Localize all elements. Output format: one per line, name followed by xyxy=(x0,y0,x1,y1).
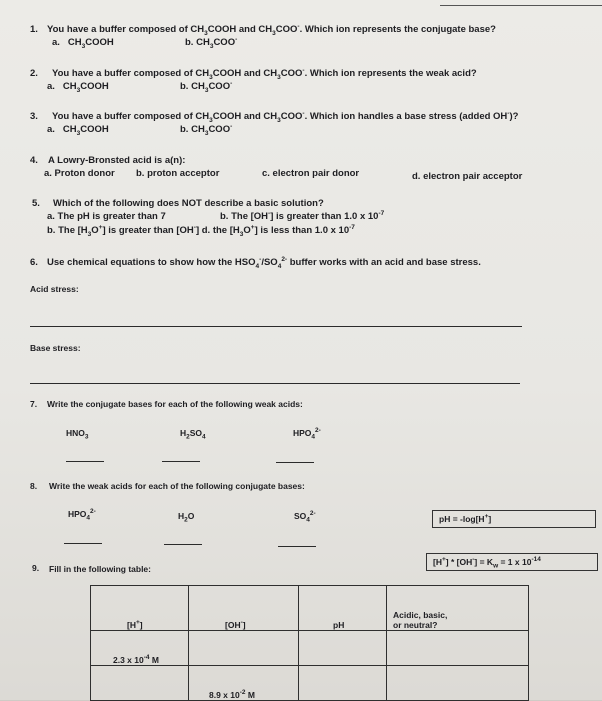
q8-number: 8. xyxy=(30,481,38,491)
q8-answer-line-1[interactable] xyxy=(64,543,102,544)
table-cell-ph[interactable] xyxy=(299,666,387,701)
q7-acid-h2so4: $H_2SO_4$ xyxy=(180,428,206,441)
q7-acid-hpo4: $HPO_4^{2-}$ xyxy=(293,427,321,441)
q2-option-a[interactable]: a. $CH_3COOH$ xyxy=(47,81,109,94)
q8-base-hpo4: $HPO_4^{2-}$ xyxy=(68,508,96,522)
q2-text: You have a buffer composed of $CH_3COOH$ and $CH_3COO^-$. Which ion represents the weak acid? xyxy=(52,66,477,81)
acid-stress-answer-line[interactable] xyxy=(30,326,522,327)
table-header-row xyxy=(91,586,529,631)
q5-number: 5. xyxy=(32,198,40,209)
table-cell-ph[interactable] xyxy=(299,631,387,666)
table-cell-h[interactable] xyxy=(91,666,189,701)
q4-option-a[interactable]: a. Proton donor xyxy=(44,168,115,179)
q5-option-a[interactable]: a. The pH is greater than 7 xyxy=(47,211,166,222)
q5-option-c-d[interactable]: b. The $[H_3O^+]$ is greater than [OH-] d. the $[H_3O^+]$ is less than 1.0 x $10^{-7}$ xyxy=(47,223,355,238)
q4-text: A Lowry-Bronsted acid is a(n): xyxy=(48,155,186,166)
q4-option-d[interactable]: d. electron pair acceptor xyxy=(412,171,523,182)
q6-text: Use chemical equations to show how the $HSO_4^-/SO_4^{2-}$ buffer works with an acid and base stress. xyxy=(47,255,481,270)
q6-number: 6. xyxy=(30,257,38,268)
q7-text: Write the conjugate bases for each of the following weak acids: xyxy=(47,399,303,409)
table-header-classification xyxy=(387,586,529,631)
q8-answer-line-2[interactable] xyxy=(164,544,202,545)
table-header-classification-line2: or neutral? xyxy=(393,620,438,631)
q5-text: Which of the following does NOT describe a basic solution? xyxy=(53,198,324,209)
q3-option-a[interactable]: a. $CH_3COOH$ xyxy=(47,124,109,137)
q1-option-b[interactable]: b. $CH_3COO^-$ xyxy=(185,35,238,50)
ph-table xyxy=(90,585,529,701)
table-header-h: [H+] xyxy=(91,586,189,631)
header-rule xyxy=(440,5,602,6)
q7-acid-hno3: $HNO_3$ xyxy=(66,428,89,441)
table-header-classification-line1: Acidic, basic, xyxy=(393,610,448,621)
q7-number: 7. xyxy=(30,399,38,409)
q8-base-so4: $SO_4^{2-}$ xyxy=(294,510,316,524)
table-cell-h-value[interactable]: 2.3 x $10^{-4}$ M xyxy=(91,631,189,666)
base-stress-label: Base stress: xyxy=(30,343,81,353)
q1-text: You have a buffer composed of $CH_3COOH$ and $CH_3COO^-$. Which ion represents the conjugate base? xyxy=(47,22,496,37)
q4-option-b[interactable]: b. proton acceptor xyxy=(136,168,220,179)
base-stress-answer-line[interactable] xyxy=(30,383,520,384)
q5-option-b[interactable]: b. The [OH-] is greater than 1.0 x $10^{-7}$ xyxy=(220,209,385,222)
q4-number: 4. xyxy=(30,155,38,166)
table-cell-classification[interactable] xyxy=(387,666,529,701)
q2-option-b[interactable]: b. $CH_3COO^-$ xyxy=(180,79,233,94)
q9-text: Fill in the following table: xyxy=(49,564,151,574)
table-header-ph: pH xyxy=(299,586,387,631)
q8-answer-line-3[interactable] xyxy=(278,546,316,547)
ph-formula-box: pH = -log[H+] xyxy=(432,510,596,528)
q2-number: 2. xyxy=(30,68,38,79)
q3-text: You have a buffer composed of $CH_3COOH$ and $CH_3COO^-$. Which ion handles a base stress (added OH-)? xyxy=(52,109,519,124)
q8-base-h2o: $H_2O$ xyxy=(178,511,195,524)
acid-stress-label: Acid stress: xyxy=(30,284,79,294)
kw-formula-box: $[H^+] * [OH^-] = K_w = 1$ x $10^{-14}$ xyxy=(426,553,598,571)
q1-option-a[interactable]: a. $CH_3COOH$ xyxy=(52,37,114,50)
q9-number: 9. xyxy=(32,563,40,573)
table-row xyxy=(91,631,529,666)
q7-answer-line-2[interactable] xyxy=(162,461,200,462)
q4-option-c[interactable]: c. electron pair donor xyxy=(262,168,360,179)
q3-option-b[interactable]: b. $CH_3COO^-$ xyxy=(180,122,233,137)
table-cell-oh-value[interactable]: 8.9 x $10^{-2}$ M xyxy=(189,666,299,701)
table-row xyxy=(91,666,529,701)
q1-number: 1. xyxy=(30,24,38,35)
q3-number: 3. xyxy=(30,111,38,122)
table-header-oh: [OH-] xyxy=(189,586,299,631)
q7-answer-line-1[interactable] xyxy=(66,461,104,462)
table-cell-classification[interactable] xyxy=(387,631,529,666)
table-cell-oh[interactable] xyxy=(189,631,299,666)
q7-answer-line-3[interactable] xyxy=(276,462,314,463)
q8-text: Write the weak acids for each of the following conjugate bases: xyxy=(49,481,305,491)
